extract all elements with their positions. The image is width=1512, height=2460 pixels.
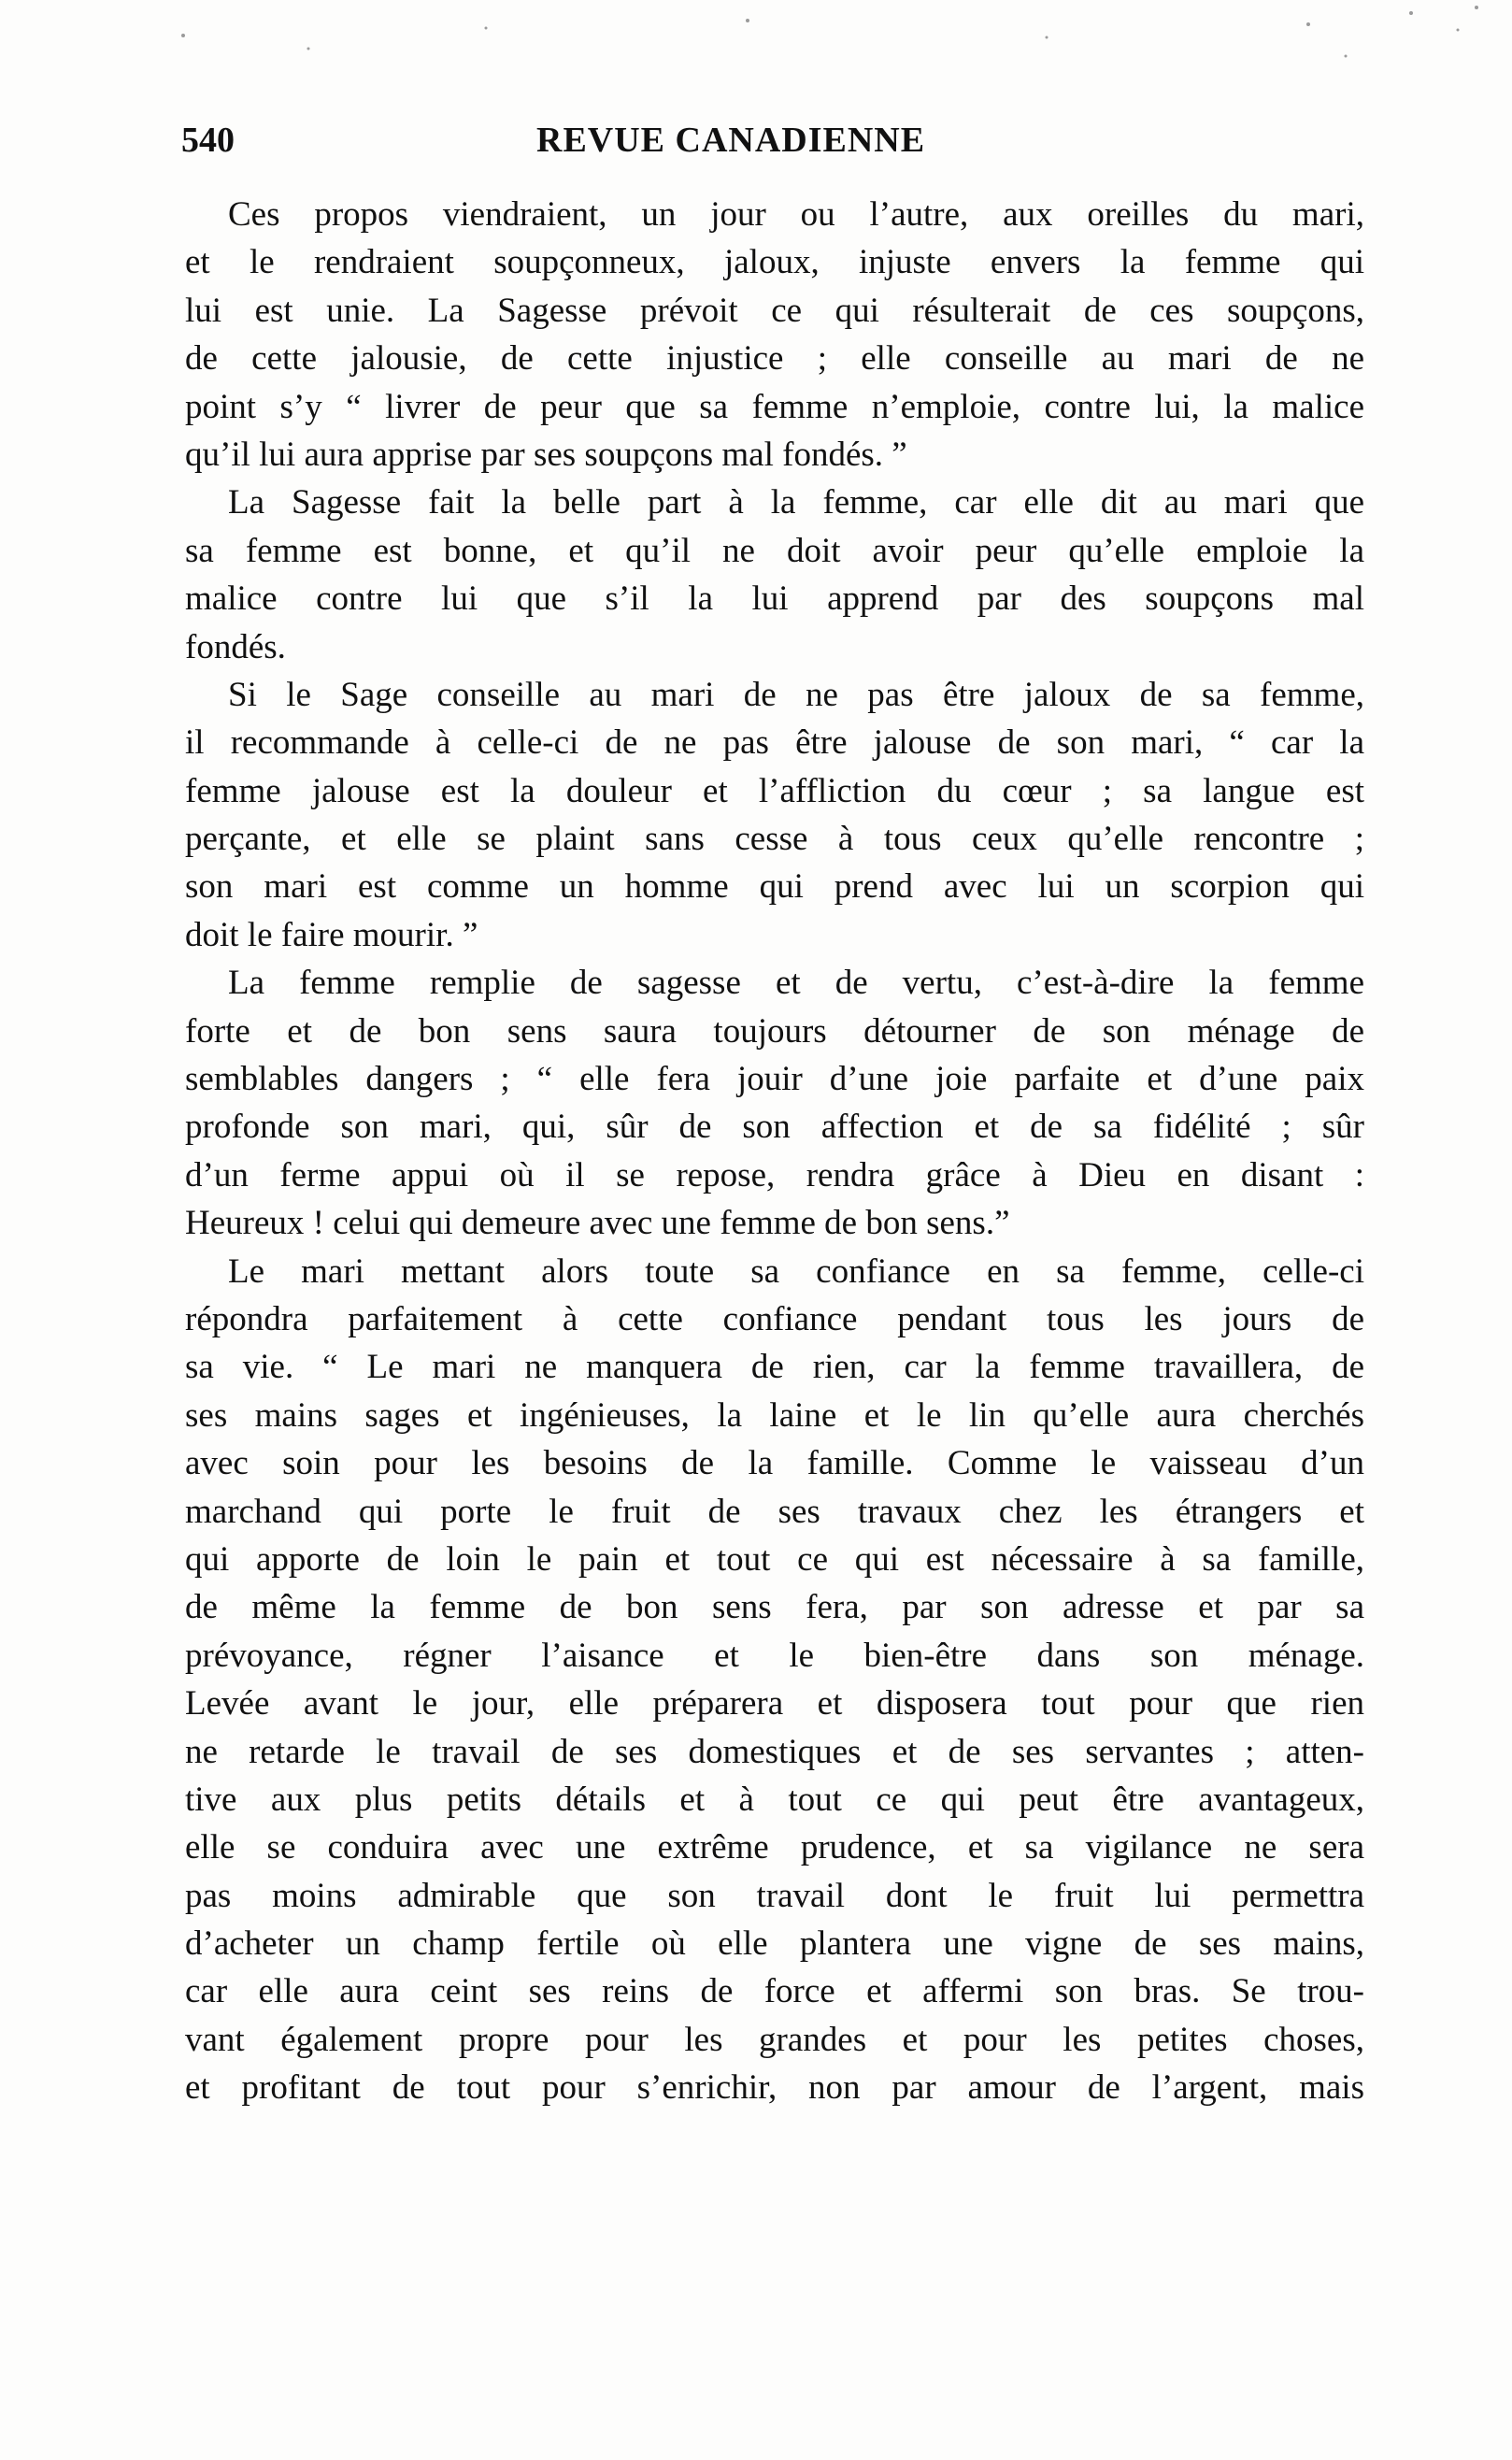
text-line: Le mari mettant alors toute sa confiance en sa femme, celle-ci <box>228 1251 1364 1291</box>
text-line: La Sagesse fait la belle part à la femme, car elle dit au mari que <box>228 483 1364 522</box>
paragraph <box>185 1248 1364 2112</box>
text-line: et le rendraient soupçonneux, jaloux, injuste envers la femme qui <box>185 243 1364 282</box>
text-line: elle se conduira avec une extrême prudence, et sa vigilance ne sera <box>185 1828 1364 1867</box>
text-line: sa vie. “ Le mari ne manquera de rien, car la femme travaillera, de <box>185 1348 1364 1387</box>
paragraph <box>185 959 1364 1247</box>
text-line: lui est unie. La Sagesse prévoit ce qui résulterait de ces soupçons, <box>185 291 1364 330</box>
text-line: semblables dangers ; “ elle fera jouir d’une joie parfaite et d’une paix <box>185 1060 1364 1099</box>
text-line: marchand qui porte le fruit de ses travaux chez les étrangers et <box>185 1492 1364 1531</box>
text-line: sa femme est bonne, et qu’il ne doit avoir peur qu’elle emploie la <box>185 531 1364 570</box>
text-line: son mari est comme un homme qui prend avec lui un scorpion qui <box>185 867 1364 907</box>
text-line: femme jalouse est la douleur et l’affliction du cœur ; sa langue est <box>185 771 1364 810</box>
text-line: doit le faire mourir. ” <box>185 915 478 954</box>
text-line: Heureux ! celui qui demeure avec une femme de bon sens.” <box>185 1204 1010 1243</box>
text-line: de même la femme de bon sens fera, par son adresse et par sa <box>185 1588 1364 1627</box>
text-line: La femme remplie de sagesse et de vertu, c’est-à-dire la femme <box>228 964 1364 1003</box>
text-line: ne retarde le travail de ses domestiques et de ses servantes ; atten- <box>185 1732 1364 1771</box>
text-line: Ces propos viendraient, un jour ou l’autre, aux oreilles du mari, <box>228 195 1364 234</box>
text-line: répondra parfaitement à cette confiance pendant tous les jours de <box>185 1299 1364 1338</box>
paragraph <box>185 191 1364 479</box>
page-number: 540 <box>181 121 235 160</box>
running-header <box>181 120 1366 166</box>
text-line: point s’y “ livrer de peur que sa femme n’emploie, contre lui, la malice <box>185 387 1364 426</box>
text-line: Levée avant le jour, elle préparera et disposera tout pour que rien <box>185 1684 1364 1723</box>
text-line: forte et de bon sens saura toujours détourner de son ménage de <box>185 1011 1364 1051</box>
scan-noise <box>0 0 1512 131</box>
running-title: REVUE CANADIENNE <box>536 121 926 160</box>
text-line: car elle aura ceint ses reins de force et affermi son bras. Se trou- <box>185 1972 1364 2011</box>
text-line: fondés. <box>185 627 286 666</box>
text-line: ses mains sages et ingénieuses, la laine et le lin qu’elle aura cherchés <box>185 1395 1364 1435</box>
text-line: prévoyance, régner l’aisance et le bien-être dans son ménage. <box>185 1636 1364 1675</box>
text-line: de cette jalousie, de cette injustice ; elle conseille au mari de ne <box>185 339 1364 379</box>
text-line: vant également propre pour les grandes et pour les petites choses, <box>185 2020 1364 2059</box>
text-line: profonde son mari, qui, sûr de son affection et de sa fidélité ; sûr <box>185 1108 1364 1147</box>
text-line: tive aux plus petits détails et à tout ce qui peut être avantageux, <box>185 1780 1364 1819</box>
text-line: qui apporte de loin le pain et tout ce qui est nécessaire à sa famille, <box>185 1539 1364 1579</box>
paragraph <box>185 671 1364 959</box>
text-line: il recommande à celle-ci de ne pas être jalouse de son mari, “ car la <box>185 723 1364 763</box>
text-line: perçante, et elle se plaint sans cesse à tous ceux qu’elle rencontre ; <box>185 820 1364 859</box>
text-line: d’acheter un champ fertile où elle plantera une vigne de ses mains, <box>185 1924 1364 1964</box>
body-text <box>185 191 1364 2112</box>
text-line: qu’il lui aura apprise par ses soupçons mal fondés. ” <box>185 435 907 474</box>
paragraph <box>185 479 1364 671</box>
text-line: d’un ferme appui où il se repose, rendra grâce à Dieu en disant : <box>185 1155 1364 1194</box>
text-line: pas moins admirable que son travail dont le fruit lui permettra <box>185 1876 1364 1915</box>
text-line: Si le Sage conseille au mari de ne pas être jaloux de sa femme, <box>228 675 1364 714</box>
text-line: malice contre lui que s’il la lui apprend par des soupçons mal <box>185 579 1364 619</box>
text-line: avec soin pour les besoins de la famille. Comme le vaisseau d’un <box>185 1444 1364 1483</box>
text-line: et profitant de tout pour s’enrichir, non par amour de l’argent, mais <box>185 2068 1364 2108</box>
